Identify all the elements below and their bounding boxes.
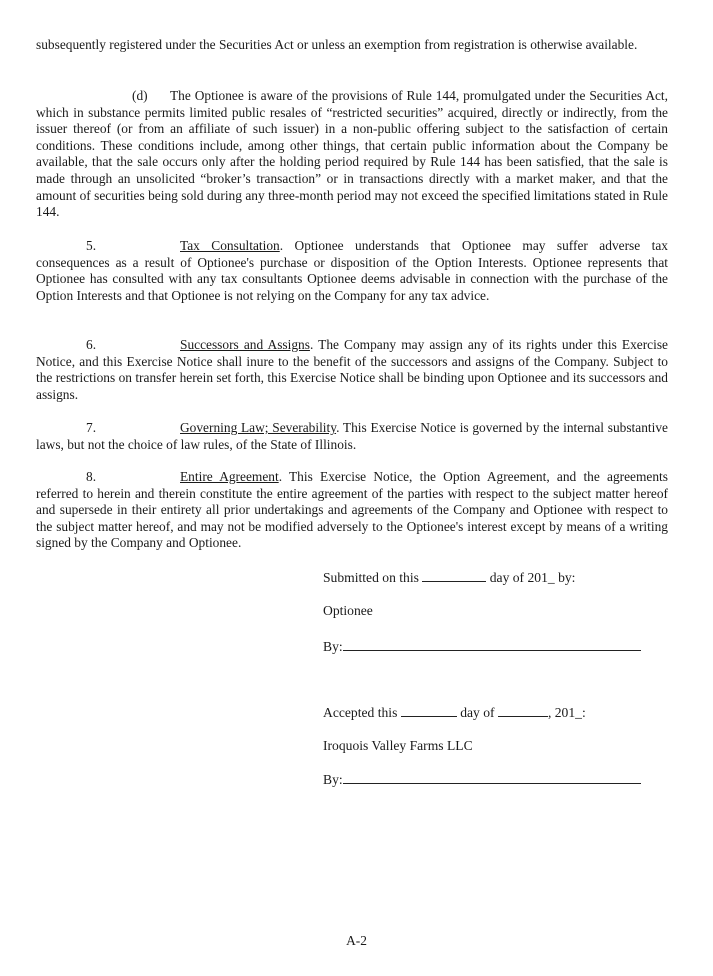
submitted-line	[323, 569, 575, 587]
section-text: . The Company may assign any of its rights under this Exercise Notice, and this Exercise Notice shall inure to the benefit of the successors and assigns of the Company. Subject to the restrictions on transfer herein set forth, this Exercise Notice shall be binding upon Optionee and its successors and assigns.	[36, 337, 668, 402]
section-text: . This Exercise Notice is governed by the internal substantive laws, but not the choice of law rules, of the State of Illinois.	[36, 420, 668, 452]
section-number: 6.	[86, 337, 97, 352]
accepted-label: Accepted this	[323, 705, 398, 720]
section-text: . This Exercise Notice, the Option Agreement, and the agreements referred to herein and therein constitute the entire agreement of the parties with respect to the subject matter hereof and supersede in their entirety all prior undertakings and agreements of the Company and Optionee with respect to the subject matter hereof, and may not be modified adversely to the Optionee's interest except by means of a writing signed by the Company and Optionee.	[36, 469, 668, 551]
section-heading: Successors and Assigns	[180, 337, 310, 352]
submitted-label: Submitted on this	[323, 570, 419, 585]
accepted-line	[323, 704, 586, 722]
section-7-governing-law	[36, 420, 668, 453]
optionee-label: Optionee	[323, 603, 373, 618]
paragraph-text: The Optionee is aware of the provisions of Rule 144, promulgated under the Securities Act, which in substance permits limited public resales of “restricted securities” acquired, directly or indirectly, from the issuer thereof (or from an affiliate of such issuer) in a non-public offering subject to the satisfaction of certain conditions. These conditions include, among other things, that certain public information about the Company be available, that the sale occurs only after the holding period required by Rule 144 has been satisfied, that the sale is made through an unsolicited “broker’s transaction” or in transactions directly with a market maker, and that the amount of securities being sold during any three-month period may not exceed the specified limitations stated in Rule 144.	[36, 88, 668, 220]
accepted-month-label: day of	[460, 705, 495, 720]
section-heading: Governing Law; Severability	[180, 420, 337, 435]
section-6-successors	[36, 337, 668, 403]
section-heading: Entire Agreement	[180, 469, 279, 484]
section-number: 5.	[86, 238, 97, 253]
by-label: By:	[323, 772, 343, 787]
section-number: 8.	[86, 469, 97, 484]
continuation-paragraph: subsequently registered under the Securities Act or unless an exemption from registration is otherwise available.	[36, 37, 638, 52]
paragraph-d	[36, 88, 668, 221]
accepted-year-label: , 201_:	[547, 705, 586, 720]
submitted-year-label: day of 201_ by:	[489, 570, 576, 585]
optionee-signature-line	[323, 638, 641, 656]
submitted-day-blank[interactable]	[422, 569, 486, 582]
by-label: By:	[323, 639, 343, 654]
accepted-day-blank[interactable]	[401, 704, 457, 717]
section-5-tax-consultation	[36, 238, 668, 304]
company-signature-line	[323, 771, 641, 789]
page-number: A-2	[346, 933, 367, 948]
paragraph-marker: (d)	[132, 88, 148, 103]
section-text: . Optionee understands that Optionee may suffer adverse tax consequences as a result of Optionee's purchase or disposition of the Option Interests. Optionee represents that Optionee has consulted with any tax consultants Optionee deems advisable in connection with the purchase of the Option Interests and that Optionee is not relying on the Company for any tax advice.	[36, 238, 668, 303]
company-signature-blank[interactable]	[343, 771, 641, 784]
accepted-month-blank[interactable]	[498, 704, 548, 717]
company-name: Iroquois Valley Farms LLC	[323, 738, 473, 753]
section-number: 7.	[86, 420, 97, 435]
optionee-signature-blank[interactable]	[343, 638, 641, 651]
section-heading: Tax Consultation	[180, 238, 280, 253]
section-8-entire-agreement	[36, 469, 668, 552]
